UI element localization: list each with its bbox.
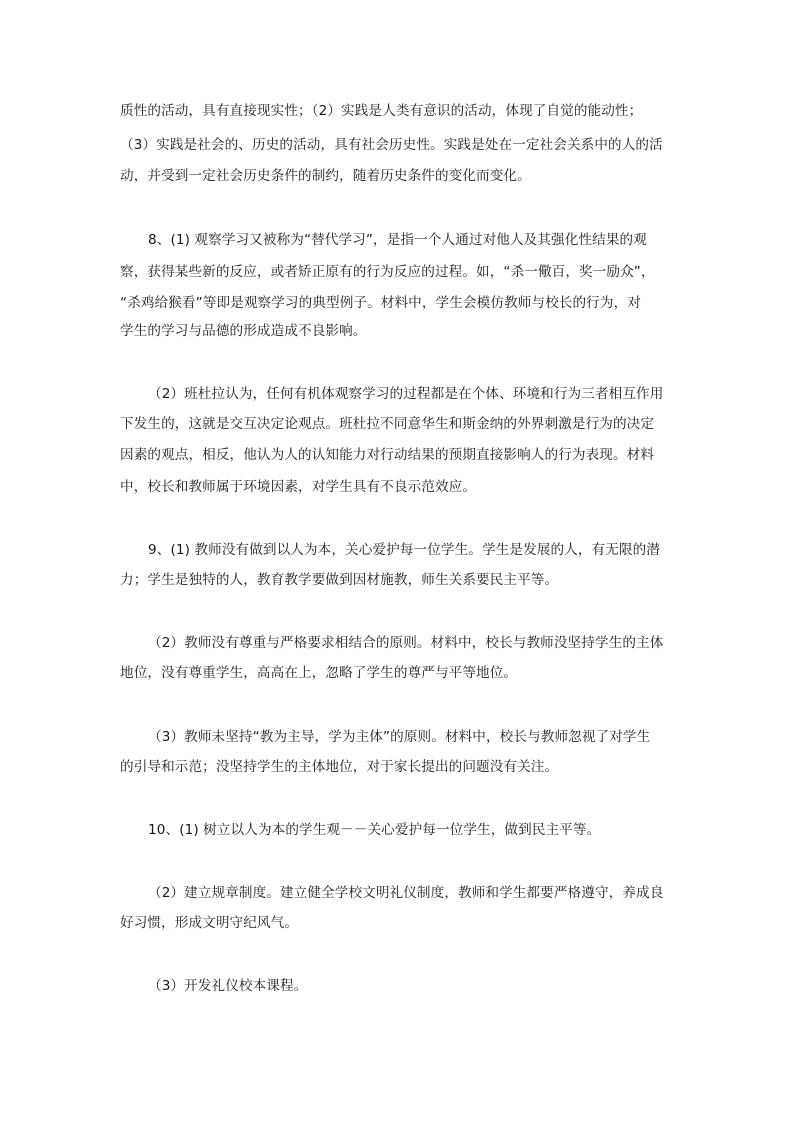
paragraph-10-1: 10、(1) 树立以人为本的学生观－－关心爱护每一位学生，做到民主平等。: [148, 822, 601, 838]
paragraph-8-1-start: 8、(1) 观察学习又被称为“替代学习”，是指一个人通过对他人及其强化性结果的观: [148, 232, 647, 248]
paragraph-9-3-start: （3）教师未坚持“教为主导，学为主体”的原则。材料中，校长与教师忽视了对学生: [148, 729, 651, 745]
text-line: 的引导和示范；没坚持学生的主体地位，对于家长提出的问题没有关注。: [120, 759, 559, 775]
text-line: 地位，没有尊重学生，高高在上，忽略了学生的尊严与平等地位。: [120, 665, 518, 681]
paragraph-9-1-start: 9、(1) 教师没有做到以人为本，关心爱护每一位学生。学生是发展的人，有无限的潜: [148, 542, 661, 558]
text-line: 学生的学习与品德的形成造成不良影响。: [120, 323, 367, 339]
text-line: 下发生的，这就是交互决定论观点。班杜拉不同意华生和斯金纳的外界刺激是行为的决定: [120, 416, 655, 432]
text-line: “杀鸡给猴看”等即是观察学习的典型例子。材料中，学生会模仿教师与校长的行为，对: [120, 295, 641, 311]
text-line: 中，校长和教师属于环境因素，对学生具有不良示范效应。: [120, 479, 477, 495]
text-line: 好习惯，形成文明守纪风气。: [120, 915, 299, 931]
paragraph-10-3: （3）开发礼仪校本课程。: [148, 978, 308, 994]
text-line: 力；学生是独特的人，教育教学要做到因材施教，师生关系要民主平等。: [120, 572, 559, 588]
text-line: 察，获得某些新的反应，或者矫正原有的行为反应的过程。如，“杀一儆百，奖一励众”，: [120, 264, 655, 280]
paragraph-9-2-start: （2）教师没有尊重与严格要求相结合的原则。材料中，校长与教师没坚持学生的主体: [148, 635, 664, 651]
paragraph-10-2-start: （2）建立规章制度。建立健全学校文明礼仪制度，教师和学生都要严格遵守，养成良: [148, 885, 664, 901]
text-line: （3）实践是社会的、历史的活动，具有社会历史性。实践是处在一定社会关系中的人的活: [120, 137, 663, 153]
text-line: 因素的观点，相反，他认为人的认知能力对行动结果的预期直接影响人的行为表现。材料: [120, 447, 655, 463]
text-line: 质性的活动，具有直接现实性；（2）实践是人类有意识的活动，体现了自觉的能动性；: [120, 103, 643, 119]
paragraph-8-2-start: （2）班杜拉认为，任何有机体观察学习的过程都是在个体、环境和行为三者相互作用: [148, 386, 664, 402]
text-line: 动，并受到一定社会历史条件的制约，随着历史条件的变化而变化。: [120, 168, 531, 184]
